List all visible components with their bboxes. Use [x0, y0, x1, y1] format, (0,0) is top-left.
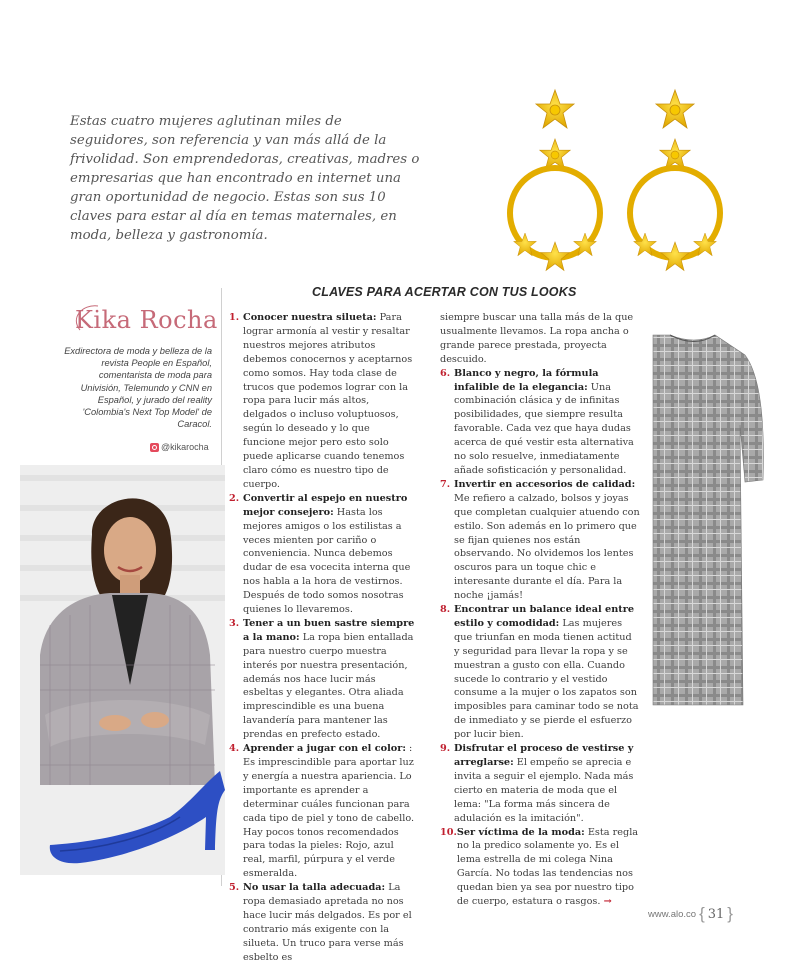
item-number: 3. [229, 617, 240, 629]
section-title: CLAVES PARA ACERTAR CON TUS LOOKS [312, 285, 577, 299]
item-lead: Ser víctima de la moda: [456, 826, 585, 838]
instagram-icon [150, 443, 159, 452]
item-number: 7. [440, 478, 451, 490]
item-text: Las mujeres que triunfan en moda tienen actitud y seguridad para llevar la ropa y se muestran a gusto con ella. Cuando sucede lo contrario y el vestido consume a la mujer o los zapatos son imposibles para caminar todo se nota de inmediato y se pierde el esfuerzo por lucir bien. [454, 617, 639, 741]
item-text: Para lograr armonía al vestir y resaltar nuestros mejores atributos debemos conocernos y aceptarnos como somos. Hay toda clase de trucos que podemos lograr con la ropa para lucir más altos, delgados o incluso voluptuosos, según lo deseado y lo que funcione mejor pero esto solo puede aplicarse cuando tenemos claro cómo es nuestro tipo de cuerpo. [243, 312, 413, 490]
item-lead: Tener a un buen sastre siempre a la mano: [243, 617, 415, 643]
continue-arrow-icon: → [603, 896, 612, 908]
list-item-7 [440, 478, 640, 603]
close-brace: } [727, 904, 733, 923]
open-brace: { [699, 904, 705, 923]
item-text: Hasta los mejores amigos o los estilistas a veces mienten por cariño o conveniencia. Nunca debemos dudar de esa vocecita interna que nos habla a la hora de vestirnos. Después de todo somos nosotras quienes lo llevaremos. [243, 506, 411, 616]
item-lead: Encontrar un balance ideal entre estilo y comodidad: [454, 604, 635, 629]
instagram-handle-text: @kikarocha [161, 442, 209, 452]
list-item-8 [440, 603, 640, 742]
item-number: 9. [440, 743, 451, 755]
intro-paragraph: Estas cuatro mujeres aglutinan miles de seguidores, son referencia y van más allá de la frivolidad. Son emprendedoras, creativas, madres o empresarias que han encontrado en internet una gran oportunidad de negocio. Estas son sus 10 claves para estar al día en temas maternales, en moda, belleza y gastronomía. [70, 114, 420, 243]
list-item-9 [440, 742, 640, 825]
item-text: Esta regla no la predico solamente yo. Es el lema estrella de mi colega Nina García. No todas las tendencias nos quedan bien ya sea por nuestro tipo de cuerpo, estatura o rasgos. [456, 826, 639, 908]
author-bio: Exdirectora de moda y belleza de la revista People en Español, comentarista de moda para Univisión, Telemundo y CNN en Español, y jurado del reality 'Colombia's Next Top Model' de Caracol. [64, 346, 212, 430]
item-number: 5. [229, 882, 240, 894]
item-text: La ropa bien entallada para nuestro cuerpo muestra interés por nuestra presentación, además nos hace lucir más esbeltas y elegantes. Otra aliada imprescindible es una buena lavandería para mantener las prendas en prefecto estado. [243, 631, 414, 741]
dress-image [615, 330, 765, 710]
item-number: 6. [440, 367, 451, 379]
item-number: 4. [229, 743, 240, 755]
column-1 [229, 311, 415, 965]
item-text: Una combinación clásica y de infinitas posibilidades, que siempre resulta favorable. Cada vez que haya dudas acerca de qué vestir esta alternativa no solo resuelve, inmediatamente añade sofisticación y personalidad. [454, 381, 634, 476]
item-lead: Disfrutar el proceso de vestirse y arreglarse: [454, 743, 634, 768]
item-lead: Conocer nuestra silueta: [243, 312, 377, 323]
list-item-5 [229, 881, 415, 964]
site-url: www.alo.co [648, 908, 697, 920]
item-lead: Aprender a jugar con el color: [243, 743, 406, 755]
author-name: Kika Rocha [75, 306, 218, 334]
item-text: El empeño se aprecia e invita a seguir el ejemplo. Nada más cierto en materia de moda que el lema: "La forma más sincera de adulación es la imitación". [454, 757, 634, 824]
instagram-handle [150, 442, 209, 452]
item-lead: No usar la talla adecuada: [243, 882, 386, 894]
earrings-image [500, 85, 740, 285]
list-item-10 [440, 826, 640, 909]
item-number: 10. [440, 826, 457, 838]
item-lead: Convertir al espejo en nuestro mejor consejero: [243, 492, 408, 518]
item-lead: Invertir en accesorios de calidad: [454, 478, 636, 490]
column-2 [440, 311, 640, 909]
item-5-continuation: siempre buscar una talla más de la que usualmente llevamos. La ropa ancha o grande parece prestada, proyecta descuido. [440, 312, 634, 365]
item-number: 8. [440, 604, 451, 616]
list-item-2 [229, 492, 415, 617]
page-footer [648, 904, 733, 924]
item-text: Me refiero a calzado, bolsos y joyas que completan cualquier atuendo con estilo. Son además en lo primero que se fijan quienes nos están observando. No olvidemos los lentes oscuros para un toque chic e interesante durante el día. Para la noche ¡jamás! [454, 492, 640, 602]
list-item-1 [229, 311, 415, 492]
list-item-4 [229, 742, 415, 881]
page-number: 31 [707, 906, 725, 922]
item-number: 2. [229, 492, 240, 504]
item-number: 1. [229, 312, 240, 323]
author-photo [20, 465, 225, 875]
item-lead: Blanco y negro, la fórmula infalible de la elegancia: [454, 367, 599, 393]
list-item-6 [440, 367, 640, 478]
list-item-3 [229, 617, 415, 742]
item-text: : Es imprescindible para aportar luz y energía a nuestra apariencia. Lo importante es aprender a determinar cuáles funcionan para cada tipo de piel y tono de cabello. Hay pocos tonos recomendados para todas la pieles: Rojo, azul real, marfil, púrpura y el verde esmeralda. [243, 743, 415, 880]
item-text: La ropa demasiado apretada no nos hace lucir más delgados. Es por el contrario más exigente con la silueta. Un truco para verse más esbelto es [243, 882, 412, 963]
